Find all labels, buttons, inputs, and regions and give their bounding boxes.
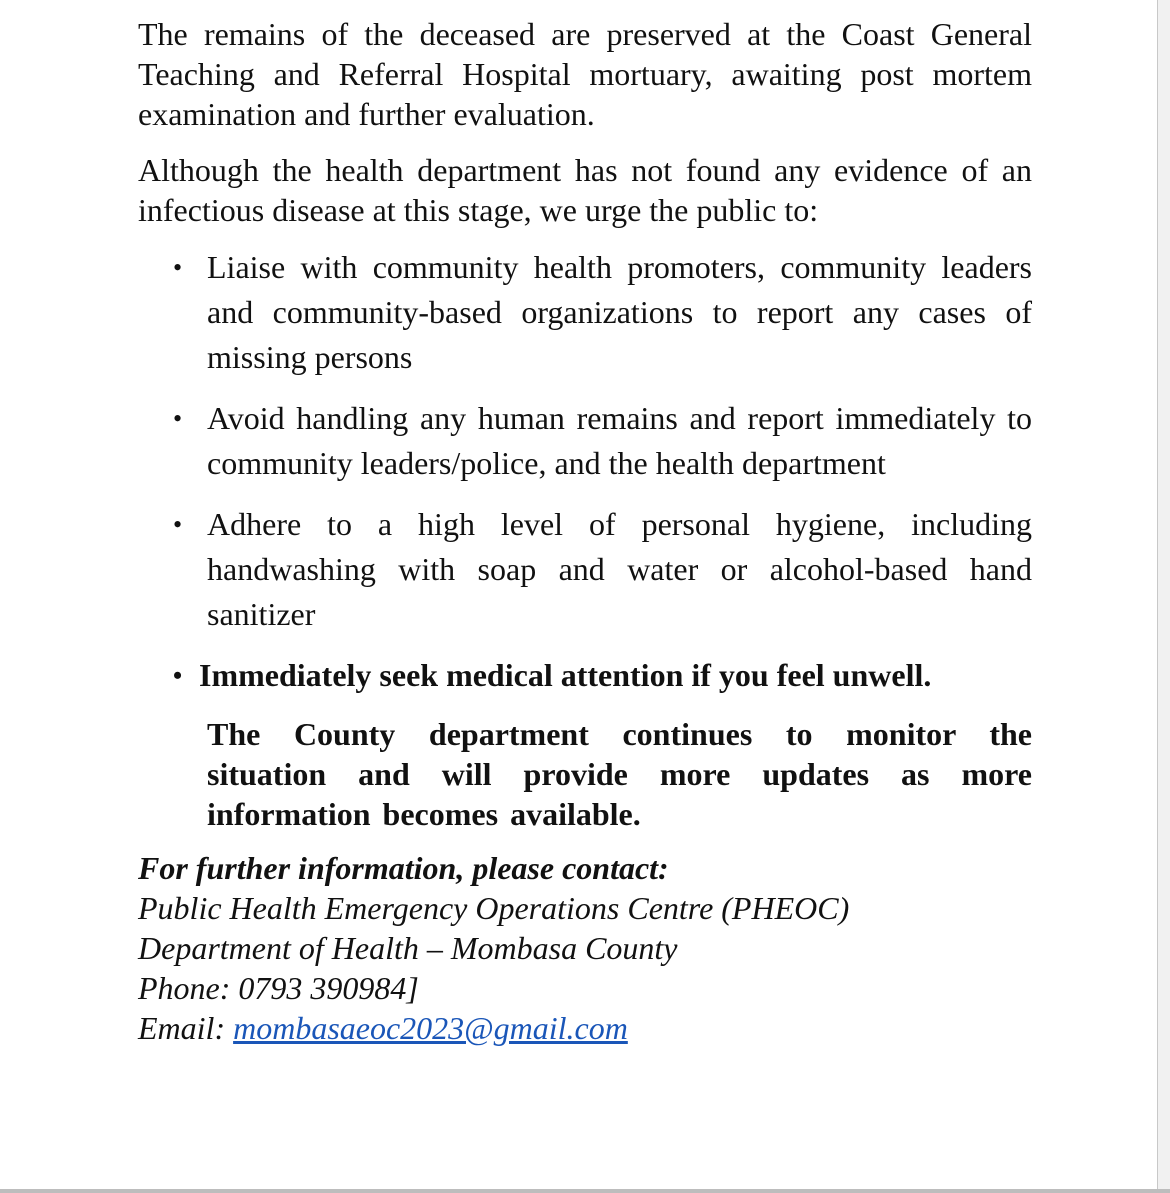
contact-department: Department of Health – Mombasa County: [138, 930, 678, 966]
page-bottom-edge: [0, 1189, 1170, 1193]
list-item: [138, 653, 1032, 698]
list-item: [138, 245, 1032, 380]
bullet-text: Immediately seek medical attention if you feel unwell.: [199, 657, 932, 693]
email-link[interactable]: mombasaeoc2023@gmail.com: [233, 1010, 628, 1046]
email-label: Email:: [138, 1010, 234, 1046]
bullet-icon: •: [173, 510, 183, 539]
document-content: [138, 14, 1032, 1048]
bullet-text: Liaise with community health promoters, community leaders and community-based organizations to report any cases of missing persons: [207, 249, 1032, 375]
list-item: [138, 502, 1032, 637]
bullet-icon: •: [173, 253, 183, 282]
contact-block: [138, 848, 1032, 1048]
urge-paragraph: Although the health department has not found any evidence of an infectious disease at this stage, we urge the public to:: [138, 152, 1032, 228]
contact-centre: Public Health Emergency Operations Centre (PHEOC): [138, 890, 850, 926]
recommendations-list: [138, 245, 1032, 698]
bullet-icon: •: [173, 661, 183, 690]
bullet-icon: •: [173, 404, 183, 433]
page-right-edge: [1157, 0, 1170, 1193]
remains-paragraph: The remains of the deceased are preserved at the Coast General Teaching and Referral Hospital mortuary, awaiting post mortem examination and further evaluation.: [138, 16, 1032, 132]
bullet-text: Avoid handling any human remains and report immediately to community leaders/police, and the health department: [207, 400, 1032, 481]
contact-phone: Phone: 0793 390984]: [138, 970, 419, 1006]
list-item: [138, 396, 1032, 486]
contact-email-line: [138, 1008, 1032, 1048]
bullet-text: Adhere to a high level of personal hygiene, including handwashing with soap and water or alcohol-based hand sanitizer: [207, 506, 1032, 632]
contact-heading: For further information, please contact:: [138, 850, 669, 886]
monitor-statement: The County department continues to monitor the situation and will provide more updates as more information becomes available.: [207, 716, 1032, 832]
